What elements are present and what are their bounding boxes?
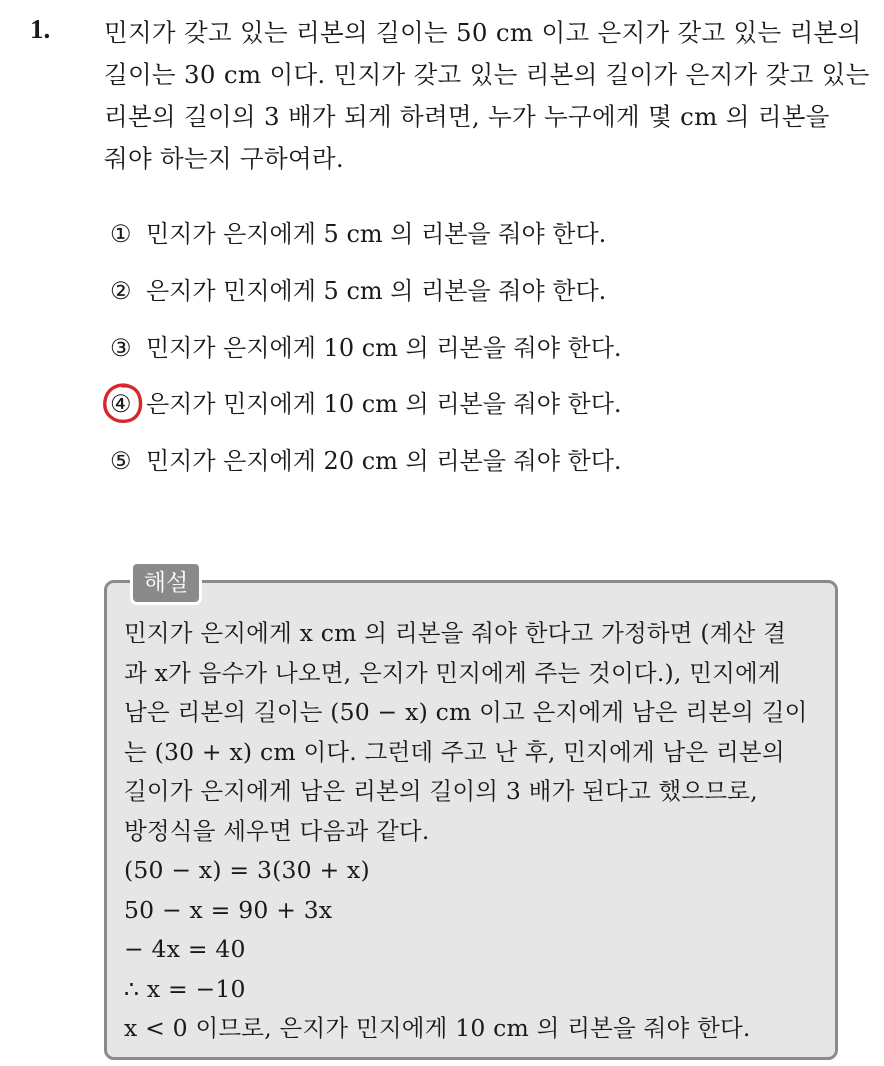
answer-circle-mark: [101, 381, 145, 425]
question-text: [104, 12, 870, 180]
choice-5[interactable]: [110, 441, 622, 481]
choice-text: 민지가 은지에게 5 cm 의 리본을 줘야 한다.: [146, 220, 607, 248]
explanation-line: 남은 리본의 길이는 (50 − x) cm 이고 은지에게 남은 리본의 길이: [124, 698, 808, 726]
choice-marker: ②: [110, 277, 132, 305]
explanation-line: 방정식을 세우면 다음과 같다.: [124, 816, 430, 845]
explanation-text: [124, 614, 830, 1049]
choice-2[interactable]: [110, 271, 606, 311]
choice-text: 은지가 민지에게 10 cm 의 리본을 줘야 한다.: [146, 390, 622, 418]
explanation-badge: 해설: [130, 561, 202, 605]
question-line: 길이는 30 cm 이다. 민지가 갖고 있는 리본의 길이가 은지가 갖고 있는: [104, 60, 870, 89]
equation-line: − 4x = 40: [124, 935, 246, 963]
question-line: 줘야 하는지 구하여라.: [104, 144, 344, 173]
choice-marker: ④: [110, 390, 132, 418]
choice-marker: ①: [110, 220, 132, 248]
choice-marker: ⑤: [110, 447, 132, 475]
conclusion-line: x < 0 이므로, 은지가 민지에게 10 cm 의 리본을 줘야 한다.: [124, 1014, 751, 1042]
choice-text: 민지가 은지에게 20 cm 의 리본을 줘야 한다.: [146, 447, 622, 475]
choice-3[interactable]: [110, 328, 622, 368]
explanation-line: 는 (30 + x) cm 이다. 그런데 주고 난 후, 민지에게 남은 리본의: [124, 737, 785, 766]
choice-1[interactable]: [110, 214, 606, 254]
choice-text: 은지가 민지에게 5 cm 의 리본을 줘야 한다.: [146, 277, 607, 305]
equation-line: 50 − x = 90 + 3x: [124, 895, 333, 924]
equation-line: (50 − x) = 3(30 + x): [124, 856, 370, 884]
explanation-line: 민지가 은지에게 x cm 의 리본을 줘야 한다고 가정하면 (계산 결: [124, 619, 787, 647]
question-line: 민지가 갖고 있는 리본의 길이는 50 cm 이고 은지가 갖고 있는 리본의: [104, 18, 862, 47]
question-line: 리본의 길이의 3 배가 되게 하려면, 누가 누구에게 몇 cm 의 리본을: [104, 102, 830, 131]
choice-marker: ③: [110, 334, 132, 362]
equation-line: ∴ x = −10: [124, 974, 246, 1003]
explanation-line: 과 x가 음수가 나오면, 은지가 민지에게 주는 것이다.), 민지에게: [124, 658, 781, 687]
explanation-line: 길이가 은지에게 남은 리본의 길이의 3 배가 된다고 했으므로,: [124, 777, 758, 805]
choice-text: 민지가 은지에게 10 cm 의 리본을 줘야 한다.: [146, 334, 622, 362]
choice-4[interactable]: [110, 384, 622, 424]
question-number: 1.: [30, 14, 51, 44]
